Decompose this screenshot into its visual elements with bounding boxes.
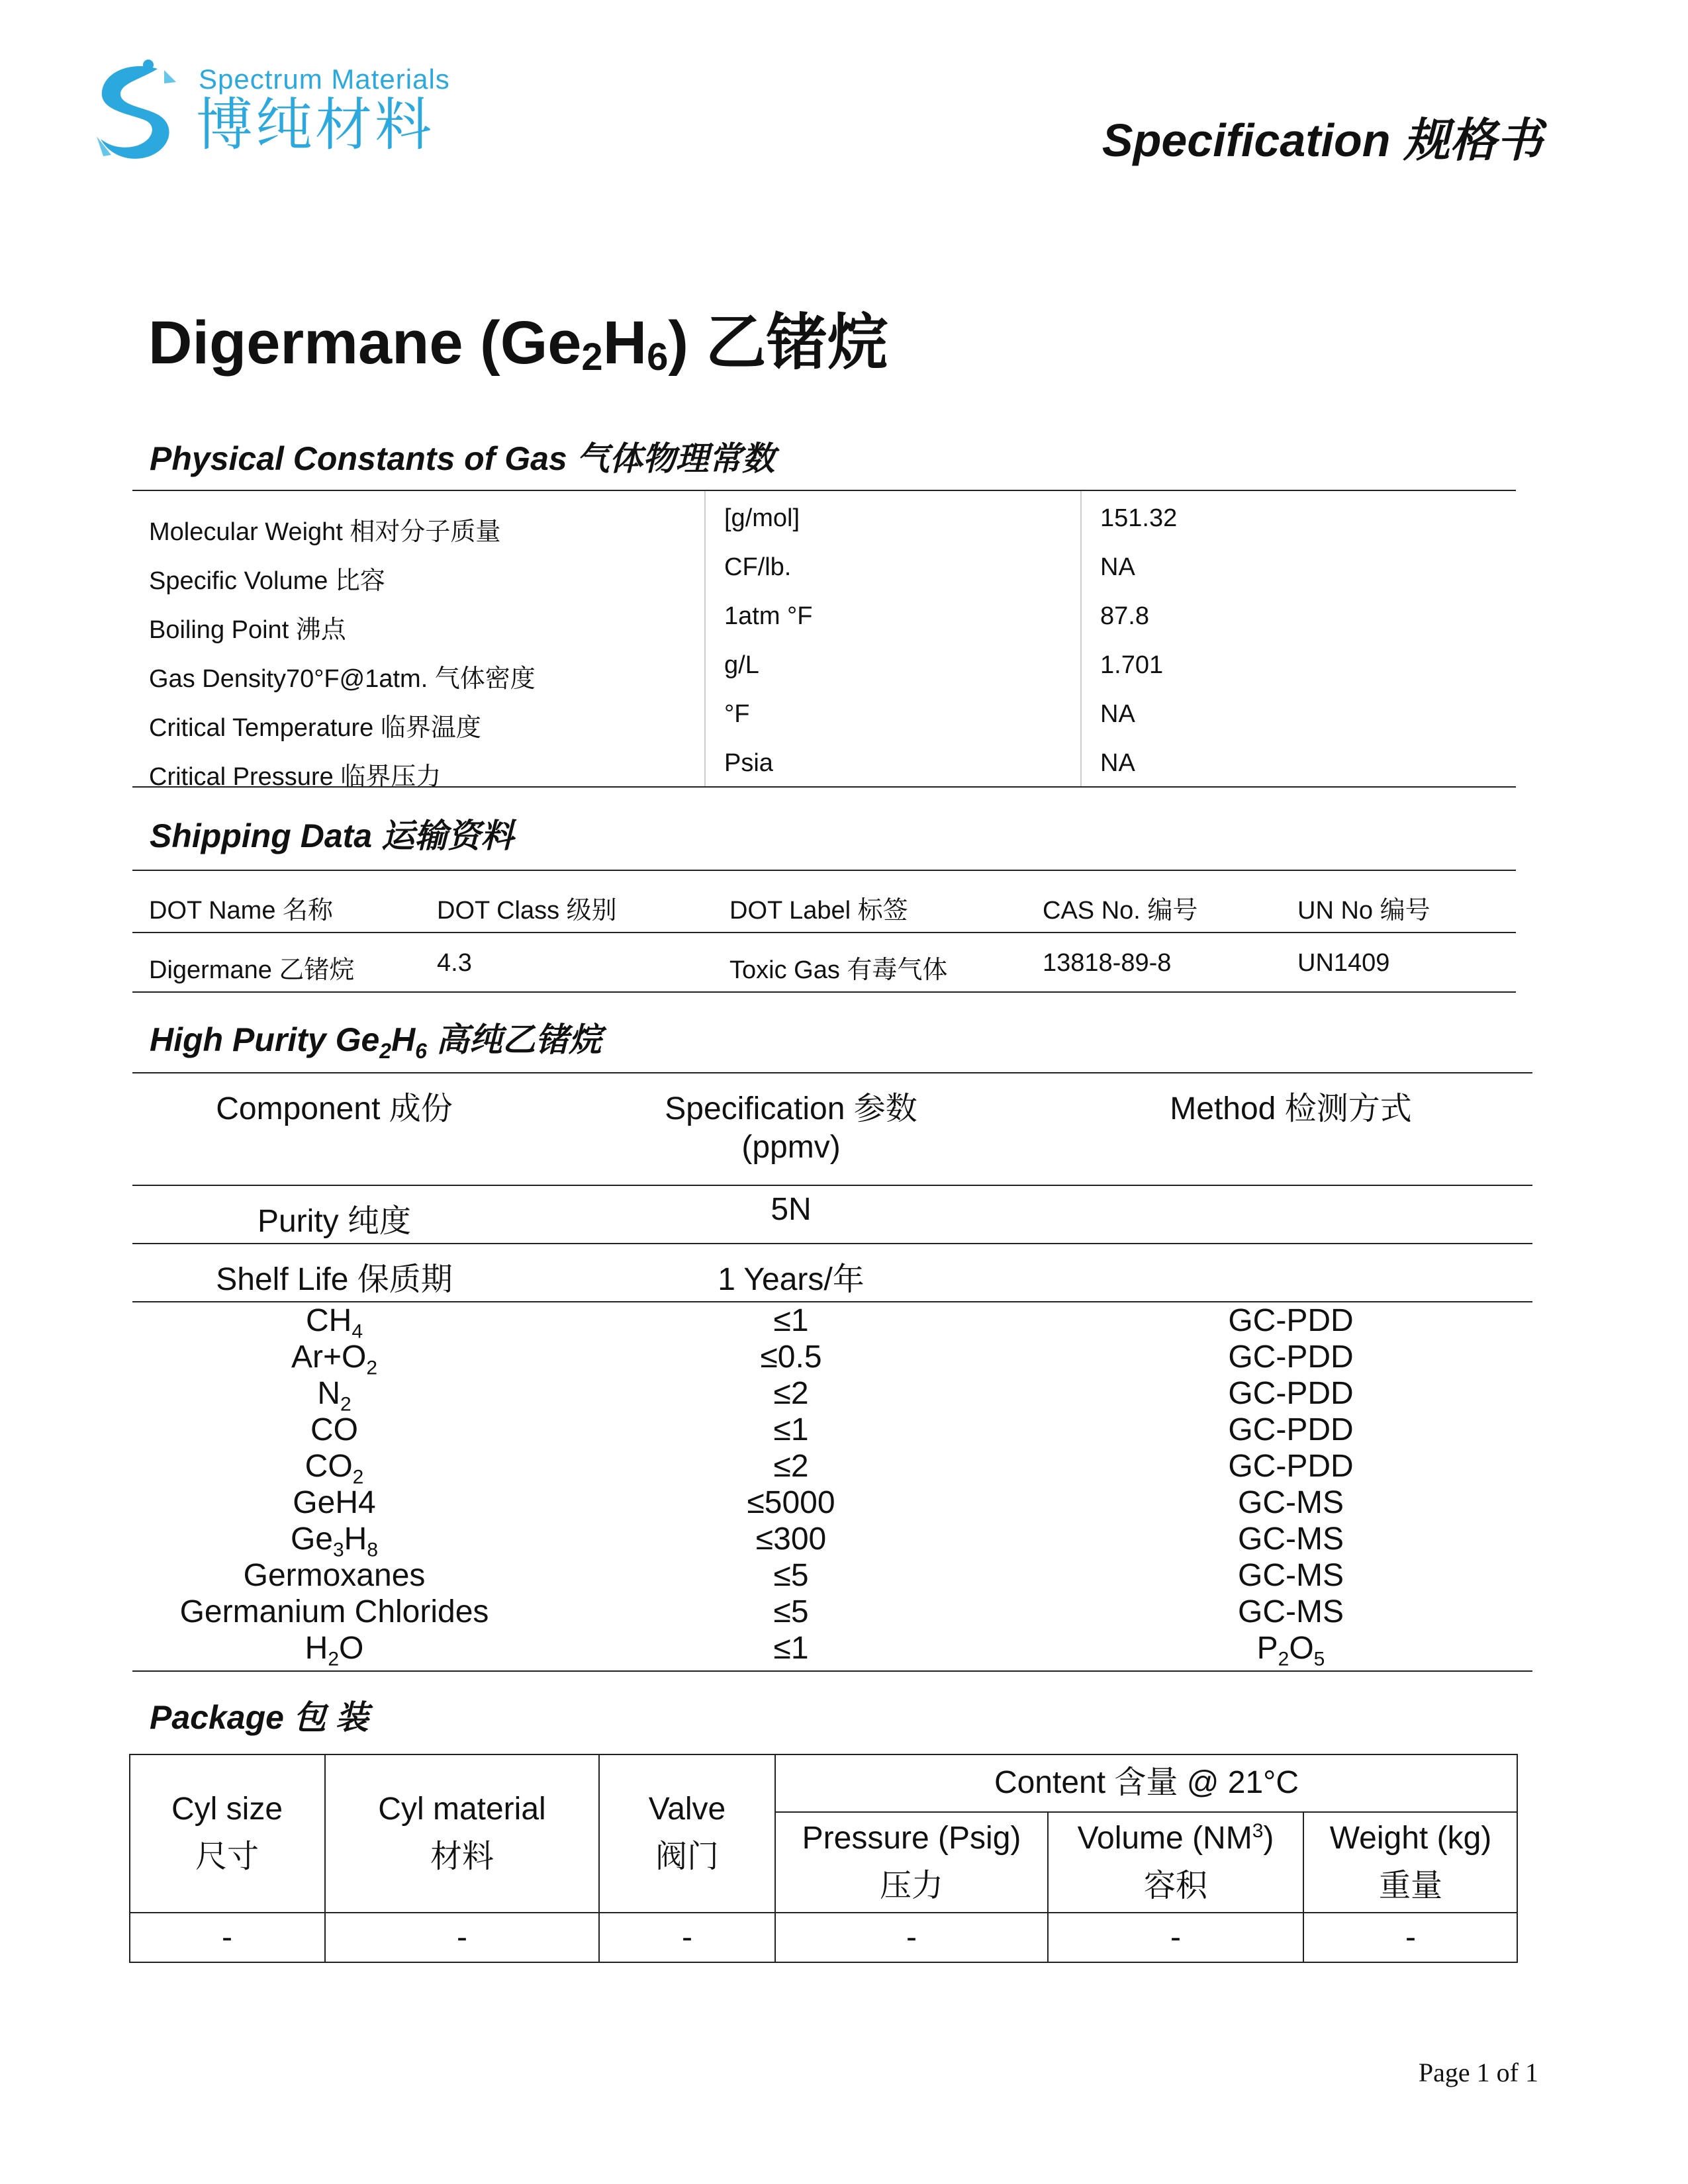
method-cell: GC-PDD bbox=[1228, 1303, 1354, 1338]
volume-header: Volume $(NM^3)$ 容积 bbox=[1077, 1820, 1274, 1903]
valve-value: - bbox=[682, 1920, 692, 1955]
method-cell: GC-PDD bbox=[1228, 1412, 1354, 1447]
table-header: CAS No. 编号 bbox=[1043, 897, 1198, 925]
logo-chinese-text: 博纯材料 bbox=[196, 93, 434, 157]
cyl-material-value: - bbox=[457, 1920, 467, 1955]
method-cell: GC-MS bbox=[1238, 1485, 1344, 1520]
method-cell: GC-MS bbox=[1238, 1558, 1344, 1593]
table-cell: NA bbox=[1100, 553, 1135, 581]
method-cell: GC-MS bbox=[1238, 1594, 1344, 1629]
package-heading: Package 包 装 bbox=[150, 1699, 369, 1736]
table-cell: g/L bbox=[724, 651, 759, 679]
spec-cell: ≤1 bbox=[773, 1631, 809, 1666]
divider bbox=[132, 786, 1516, 788]
table-cell: Toxic Gas 有毒气体 bbox=[729, 956, 948, 984]
table-header: DOT Class 级别 bbox=[437, 897, 617, 925]
high-purity-heading: High Purity $Ge_2H_6$ 高纯乙锗烷 bbox=[150, 1021, 602, 1063]
spec-cell: ≤5000 bbox=[747, 1485, 835, 1520]
table-header: DOT Label 标签 bbox=[729, 897, 908, 925]
component-column-header: Component 成份 bbox=[216, 1091, 453, 1126]
component-cell: Germanium Chlorides bbox=[179, 1594, 489, 1629]
divider bbox=[132, 932, 1516, 933]
specification-column-header: Specification 参数 bbox=[665, 1091, 917, 1126]
package-table bbox=[129, 1754, 1518, 1963]
table-cell: 13818-89-8 bbox=[1043, 949, 1172, 977]
specification-title: Specification 规格书 bbox=[1102, 114, 1542, 166]
cyl-material-header: Cyl material 材料 bbox=[378, 1792, 546, 1874]
component-cell: Germoxanes bbox=[243, 1558, 426, 1593]
divider bbox=[132, 1670, 1532, 1672]
valve-header: Valve 阀门 bbox=[648, 1792, 726, 1874]
table-cell: °F bbox=[724, 700, 750, 728]
table-cell: 4.3 bbox=[437, 949, 472, 977]
specification-unit: (ppmv) bbox=[741, 1130, 841, 1165]
cyl-size-header: Cyl size 尺寸 bbox=[171, 1792, 283, 1874]
table-header: UN No 编号 bbox=[1297, 897, 1430, 925]
table-cell: Critical Pressure 临界压力 bbox=[149, 763, 442, 791]
component-cell: $CH_4$ bbox=[305, 1303, 363, 1343]
method-cell: GC-PDD bbox=[1228, 1340, 1354, 1375]
table-cell: 87.8 bbox=[1100, 602, 1149, 630]
method-cell: GC-PDD bbox=[1228, 1376, 1354, 1411]
spec-cell: ≤5 bbox=[773, 1558, 809, 1593]
spectrum-logo-icon bbox=[85, 57, 191, 169]
spec-cell: ≤0.5 bbox=[760, 1340, 822, 1375]
shipping-data-heading: Shipping Data 运输资料 bbox=[150, 817, 514, 854]
spec-cell: ≤300 bbox=[755, 1522, 827, 1557]
divider bbox=[132, 870, 1516, 871]
divider bbox=[704, 491, 706, 786]
pressure-value: - bbox=[906, 1920, 917, 1955]
component-cell: $H_2O$ bbox=[305, 1631, 364, 1670]
table-cell: 1.701 bbox=[1100, 651, 1164, 679]
pressure-header: Pressure (Psig) 压力 bbox=[802, 1821, 1021, 1903]
component-cell: $CO_2$ bbox=[305, 1449, 364, 1488]
table-cell: Gas Density70°F@1atm. 气体密度 bbox=[149, 665, 536, 693]
spec-cell: ≤2 bbox=[773, 1376, 809, 1411]
table-cell: Psia bbox=[724, 749, 773, 777]
table-cell: Specific Volume 比容 bbox=[149, 567, 385, 595]
shelf-life-value: 1 Years/年 bbox=[718, 1262, 865, 1297]
spec-cell: ≤1 bbox=[773, 1412, 809, 1447]
table-cell: NA bbox=[1100, 700, 1135, 728]
divider bbox=[1080, 491, 1082, 786]
physical-constants-heading: Physical Constants of Gas 气体物理常数 bbox=[150, 440, 775, 477]
table-cell: 151.32 bbox=[1100, 504, 1178, 532]
divider bbox=[132, 991, 1516, 993]
table-cell: Boiling Point 沸点 bbox=[149, 616, 346, 644]
table-cell: 1atm °F bbox=[724, 602, 813, 630]
component-cell: $N_2$ bbox=[317, 1376, 352, 1416]
spec-cell: ≤1 bbox=[773, 1303, 809, 1338]
table-cell: NA bbox=[1100, 749, 1135, 777]
component-cell: $Ar+O_2$ bbox=[291, 1340, 378, 1379]
content-header: Content 含量 @ 21°C bbox=[994, 1765, 1299, 1800]
volume-value: - bbox=[1170, 1920, 1181, 1955]
page-number: Page 1 of 1 bbox=[1418, 2058, 1538, 2087]
method-cell: $P_2O_5$ bbox=[1256, 1631, 1325, 1670]
logo-english-text: Spectrum Materials bbox=[199, 64, 450, 95]
purity-value: 5N bbox=[771, 1192, 812, 1227]
shelf-life-label: Shelf Life 保质期 bbox=[216, 1262, 453, 1297]
method-column-header: Method 检测方式 bbox=[1170, 1091, 1412, 1126]
purity-label: Purity 纯度 bbox=[257, 1204, 412, 1239]
weight-value: - bbox=[1405, 1920, 1416, 1955]
table-cell: Digermane 乙锗烷 bbox=[149, 956, 355, 984]
table-cell: [g/mol] bbox=[724, 504, 800, 532]
method-cell: GC-MS bbox=[1238, 1522, 1344, 1557]
divider bbox=[132, 1185, 1532, 1186]
document-title: Digermane $(Ge_2H_6)$ 乙锗烷 bbox=[148, 309, 888, 379]
divider bbox=[132, 1243, 1532, 1244]
table-cell: Molecular Weight 相对分子质量 bbox=[149, 518, 501, 546]
impurity-table bbox=[132, 1302, 1532, 1668]
cyl-size-value: - bbox=[222, 1920, 232, 1955]
divider bbox=[132, 1072, 1532, 1073]
component-cell: GeH4 bbox=[293, 1485, 376, 1520]
table-header: DOT Name 名称 bbox=[149, 897, 334, 925]
component-cell: CO bbox=[310, 1412, 358, 1447]
table-cell: UN1409 bbox=[1297, 949, 1390, 977]
table-cell: Critical Temperature 临界温度 bbox=[149, 714, 481, 742]
component-cell: $Ge_3H_8$ bbox=[290, 1522, 379, 1561]
spec-cell: ≤5 bbox=[773, 1594, 809, 1629]
physical-constants-table bbox=[132, 491, 1516, 791]
spec-cell: ≤2 bbox=[773, 1449, 809, 1484]
table-cell: CF/lb. bbox=[724, 553, 792, 581]
method-cell: GC-PDD bbox=[1228, 1449, 1354, 1484]
weight-header: Weight (kg) 重量 bbox=[1329, 1821, 1492, 1903]
